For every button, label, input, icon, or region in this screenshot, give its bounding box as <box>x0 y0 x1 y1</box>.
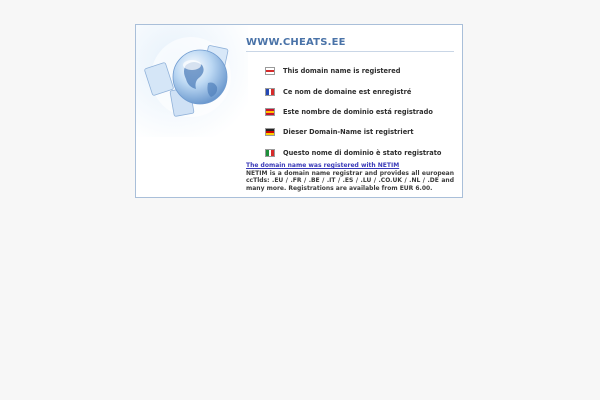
language-row-de <box>265 122 460 142</box>
language-text-de: Dieser Domain-Name ist registriert <box>283 128 414 137</box>
france-flag-icon <box>265 88 275 96</box>
spain-flag-icon <box>265 108 275 116</box>
title-divider <box>246 51 454 52</box>
registration-panel <box>135 24 463 198</box>
germany-flag-icon <box>265 128 275 136</box>
uk-flag-icon <box>265 67 275 75</box>
language-text-es: Este nombre de dominio está registrado <box>283 107 433 116</box>
language-list <box>265 61 460 163</box>
language-text-en: This domain name is registered <box>283 67 401 76</box>
registrar-info <box>246 162 454 192</box>
language-row-it <box>265 143 460 163</box>
language-row-es <box>265 102 460 122</box>
italy-flag-icon <box>265 149 275 157</box>
netim-registration-link[interactable]: The domain name was registered with NETIM <box>246 162 400 169</box>
registrar-description: NETIM is a domain name registrar and provides all european ccTlds: .EU / .FR / .BE / .IT / .ES / .LU / .CO.UK / .NL / .DE and many more. Registrations are available from EUR 6.00. <box>246 170 454 192</box>
language-text-fr: Ce nom de domaine est enregistré <box>283 87 412 96</box>
language-row-en <box>265 61 460 81</box>
globe-illustration <box>136 25 248 137</box>
language-row-fr <box>265 81 460 101</box>
language-text-it: Questo nome di dominio è stato registrato <box>283 148 442 157</box>
globe-icon <box>136 25 248 137</box>
site-title: WWW.CHEATS.EE <box>246 37 346 48</box>
